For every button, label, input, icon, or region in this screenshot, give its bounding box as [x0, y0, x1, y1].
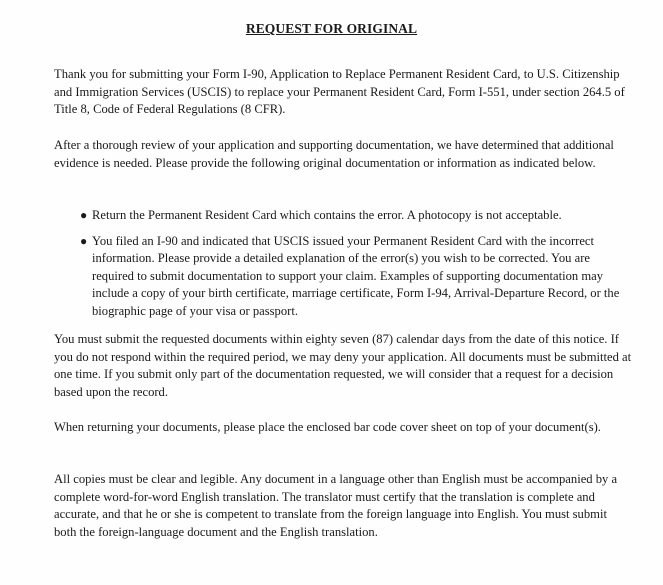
bullet-icon: ● — [80, 208, 88, 222]
bullet-item-explanation — [80, 233, 620, 320]
bullet-text: You filed an I-90 and indicated that USCIS issued your Permanent Resident Card with the incorrect information. Please provide a detailed explanation of the error(s) you wish to be corrected. You are required to submit documentation to support your claim. Examples of supporting documentation may include a copy of your birth certificate, marriage certificate, Form I-94, Arrival-Departure Record, or the biographic page of your visa or passport. — [92, 234, 620, 318]
document-title: REQUEST FOR ORIGINAL — [245, 21, 418, 36]
review-paragraph: After a thorough review of your application and supporting documentation, we have determined that additional evidence is needed. Please provide the following original documentation or information as indicated below. — [54, 138, 614, 170]
bullet-text: Return the Permanent Resident Card which contains the error. A photocopy is not acceptable. — [92, 208, 562, 222]
returning-paragraph: When returning your documents, please place the enclosed bar code cover sheet on top of your document(s). — [54, 420, 601, 434]
bullet-icon: ● — [80, 234, 88, 248]
copies-paragraph: All copies must be clear and legible. Any document in a language other than English must be accompanied by a complete word-for-word English translation. The translator must certify that the translation is complete and accurate, and that he or she is competent to translate from the foreign language into English. You must submit both the foreign-language document and the English translation. — [54, 472, 618, 539]
bullet-list-first — [80, 207, 620, 224]
deadline-paragraph: You must submit the requested documents within eighty seven (87) calendar days from the date of this notice. If you do not respond within the required period, we may deny your application. All documents must be submitted at one time. If you submit only part of the documentation requested, we will consider that a request for a decision based upon the record. — [54, 332, 632, 399]
bullet-item-return-card — [80, 207, 620, 224]
bullet-list-second — [80, 233, 620, 320]
intro-paragraph: Thank you for submitting your Form I-90, Application to Replace Permanent Resident Card, to U.S. Citizenship and Immigration Services (USCIS) to replace your Permanent Resident Card, Form I-551, under section 264.5 of Title 8, Code of Federal Regulations (8 CFR). — [54, 67, 625, 116]
